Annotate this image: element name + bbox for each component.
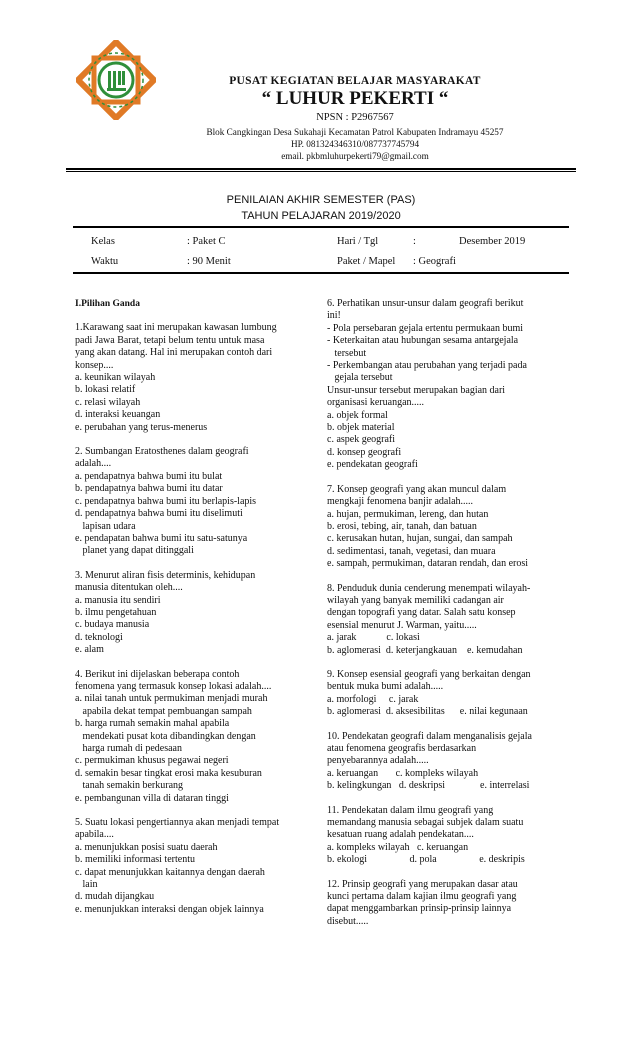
- question-item: [75, 817, 325, 916]
- exam-year: TAHUN PELAJARAN 2019/2020: [241, 210, 401, 222]
- question-text: 5. Suatu lokasi pengertiannya akan menjadi tempat: [75, 817, 280, 829]
- question-line: b. harga rumah semakin mahal apabila: [75, 718, 230, 730]
- question-line: gejala tersebut: [327, 372, 393, 384]
- question-line: c. dapat menunjukkan kaitannya dengan daerah: [75, 866, 265, 878]
- header-divider-thin: [66, 171, 576, 172]
- question-text: 12. Prinsip geografi yang merupakan dasar atau: [327, 878, 518, 890]
- header-divider: [66, 168, 576, 170]
- question-text: 8. Penduduk dunia cenderung menempati wilayah-: [327, 582, 531, 594]
- kelas-value: : Paket C: [187, 236, 226, 247]
- question-line: adalah....: [75, 458, 112, 470]
- question-line: a. keruangan c. kompleks wilayah: [327, 767, 479, 779]
- question-item: [75, 669, 325, 805]
- npsn: NPSN : P2967567: [316, 112, 394, 123]
- question-line: bentuk muka bumi adalah.....: [327, 681, 444, 693]
- question-item: [75, 446, 325, 558]
- question-line: b. aglomerasi d. keterjangkauan e. kemudahan: [327, 644, 523, 656]
- question-item: [327, 583, 572, 657]
- question-item: [327, 298, 572, 472]
- question-text: 9. Konsep esensial geografi yang berkaitan dengan: [327, 668, 531, 680]
- question-line: organisasi keruangan.....: [327, 397, 425, 409]
- section-heading: I.Pilihan Ganda: [75, 299, 140, 309]
- question-line: planet yang dapat ditinggali: [75, 545, 194, 557]
- question-line: c. kerusakan hutan, hujan, sungai, dan sampah: [327, 533, 513, 545]
- question-line: e. perubahan yang terus-menerus: [75, 421, 208, 433]
- question-line: tersebut: [327, 347, 367, 359]
- question-line: e. alam: [75, 644, 104, 656]
- question-line: a. morfologi c. jarak: [327, 693, 419, 705]
- question-line: - Perkembangan atau perubahan yang terjadi pada: [327, 360, 527, 372]
- question-item: [327, 731, 572, 793]
- question-text: 7. Konsep geografi yang akan muncul dalam: [327, 483, 507, 495]
- waktu-value: : 90 Menit: [187, 256, 231, 267]
- question-line: padi Jawa Barat, tetapi belum tentu untuk masa: [75, 334, 265, 346]
- question-item: [327, 669, 572, 719]
- address: Blok Cangkingan Desa Sukahaji Kecamatan Patrol Kabupaten Indramayu 45257: [206, 127, 504, 137]
- hari-value: Desember 2019: [459, 236, 526, 247]
- question-line: kesatuan ruang adalah pendekatan....: [327, 829, 474, 841]
- question-line: disebut.....: [327, 915, 369, 927]
- question-line: lapisan udara: [75, 520, 136, 532]
- question-line: a. menunjukkan posisi suatu daerah: [75, 841, 218, 853]
- question-line: b. objek material: [327, 422, 395, 434]
- question-line: kunci pertama dalam kajian ilmu geografi yang: [327, 891, 517, 903]
- waktu-label: Waktu: [91, 256, 119, 267]
- question-line: dapat menggambarkan prinsip-prinsip lainnya: [327, 903, 512, 915]
- question-line: atau fenomena geografis berdasarkan: [327, 743, 477, 754]
- question-line: d. teknologi: [75, 631, 123, 643]
- question-text: 2. Sumbangan Eratosthenes dalam geografi: [75, 446, 249, 458]
- question-item: [327, 879, 572, 929]
- question-line: yang akan datang. Hal ini merupakan contoh dari: [75, 347, 273, 359]
- question-line: manusia ditentukan oleh....: [75, 582, 183, 594]
- question-line: b. memiliki informasi tertentu: [75, 854, 195, 866]
- question-text: 10. Pendekatan geografi dalam menganalisis gejala: [327, 730, 532, 742]
- question-line: e. pendekatan geografi: [327, 459, 418, 471]
- question-line: b. aglomerasi d. aksesibilitas e. nilai kegunaan: [327, 706, 528, 718]
- org-name: PUSAT KEGIATAN BELAJAR MASYARAKAT: [229, 75, 481, 87]
- phone: HP. 081324346310/087737745794: [290, 139, 420, 149]
- question-line: - Keterkaitan atau hubungan sesama antargejala: [327, 335, 519, 347]
- question-line: e. sampah, permukiman, dataran rendah, dan erosi: [327, 558, 529, 570]
- question-line: apabila dekat tempat pembuangan sampah: [75, 705, 252, 717]
- question-item: [75, 322, 325, 434]
- question-line: mengkaji fenomena banjir adalah.....: [327, 496, 474, 508]
- paket-label: Paket / Mapel: [337, 256, 396, 267]
- question-line: wilayah yang banyak memiliki cadangan air: [327, 594, 504, 606]
- question-line: b. ilmu pengetahuan: [75, 606, 157, 618]
- question-line: b. erosi, tebing, air, tanah, dan batuan: [327, 520, 477, 532]
- question-line: e. menunjukkan interaksi dengan objek lainnya: [75, 903, 264, 915]
- hari-separator: :: [413, 236, 416, 247]
- exam-info-box: [73, 226, 569, 274]
- question-line: c. permukiman khusus pegawai negeri: [75, 755, 229, 767]
- question-line: - Pola persebaran gejala ertentu permukaan bumi: [327, 322, 524, 334]
- questions-right-column: [327, 298, 572, 940]
- question-line: a. manusia itu sendiri: [75, 594, 161, 606]
- question-line: a. keunikan wilayah: [75, 372, 156, 384]
- question-line: memandang manusia sebagai subjek dalam suatu: [327, 817, 524, 829]
- question-item: [327, 484, 572, 571]
- question-line: apabila....: [75, 829, 114, 841]
- question-line: c. aspek geografi: [327, 434, 396, 446]
- question-text: 11. Pendekatan dalam ilmu geografi yang: [327, 804, 494, 816]
- kelas-label: Kelas: [91, 236, 115, 247]
- question-line: d. interaksi keuangan: [75, 409, 161, 421]
- question-text: 1.Karawang saat ini merupakan kawasan lumbung: [75, 322, 277, 334]
- question-line: lain: [75, 879, 98, 891]
- question-line: c. budaya manusia: [75, 619, 150, 631]
- question-line: d. semakin besar tingkat erosi maka kesuburan: [75, 767, 262, 779]
- question-line: b. ekologi d. pola e. deskripis: [327, 854, 525, 866]
- question-line: esensial menurut J. Warman, yaitu.....: [327, 619, 477, 631]
- paket-value: : Geografi: [413, 256, 456, 267]
- question-line: a. nilai tanah untuk permukiman menjadi murah: [75, 693, 268, 705]
- question-line: a. pendapatnya bahwa bumi itu bulat: [75, 470, 223, 482]
- questions-left-column: [75, 298, 325, 928]
- exam-title: PENILAIAN AKHIR SEMESTER (PAS): [226, 194, 416, 206]
- question-line: a. kompleks wilayah c. keruangan: [327, 841, 469, 853]
- pkbm-logo: [76, 40, 156, 120]
- question-line: konsep....: [75, 359, 114, 371]
- question-line: e. pendapatan bahwa bumi itu satu-satunya: [75, 532, 248, 544]
- question-line: b. pendapatnya bahwa bumi itu datar: [75, 483, 223, 495]
- question-text: 4. Berikut ini dijelaskan beberapa contoh: [75, 668, 240, 680]
- question-line: mendekati pusat kota dibandingkan dengan: [75, 730, 256, 742]
- question-line: b. lokasi relatif: [75, 384, 136, 396]
- question-line: a. jarak c. lokasi: [327, 632, 420, 644]
- email: email. pkbmluhurpekerti79@gmail.com: [281, 151, 429, 161]
- question-line: fenomena yang termasuk konsep lokasi adalah....: [75, 680, 272, 692]
- question-line: dengan topografi yang datar. Salah satu konsep: [327, 607, 516, 619]
- hari-label: Hari / Tgl: [337, 236, 379, 247]
- question-line: harga rumah di pedesaan: [75, 743, 182, 754]
- question-line: e. pembangunan villa di dataran tinggi: [75, 792, 229, 804]
- question-line: penyebarannya adalah.....: [327, 755, 429, 767]
- question-line: d. pendapatnya bahwa bumi itu diselimuti: [75, 508, 243, 520]
- question-text: 3. Menurut aliran fisis determinis, kehidupan: [75, 569, 256, 581]
- question-line: d. sedimentasi, tanah, vegetasi, dan muara: [327, 545, 496, 557]
- question-line: ini!: [327, 310, 341, 322]
- question-line: d. mudah dijangkau: [75, 891, 155, 903]
- question-line: d. konsep geografi: [327, 446, 402, 458]
- question-line: tanah semakin berkurang: [75, 780, 184, 792]
- institution-name: “ LUHUR PEKERTI “: [261, 88, 449, 109]
- question-item: [327, 805, 572, 867]
- question-item: [75, 570, 325, 657]
- question-line: Unsur-unsur tersebut merupakan bagian dari: [327, 384, 506, 396]
- question-line: b. kelingkungan d. deskripsi e. interrelasi: [327, 780, 530, 792]
- question-text: 6. Perhatikan unsur-unsur dalam geografi berikut: [327, 298, 524, 309]
- question-line: c. relasi wilayah: [75, 396, 141, 408]
- question-line: c. pendapatnya bahwa bumi itu berlapis-lapis: [75, 495, 257, 507]
- question-line: a. hujan, permukiman, lereng, dan hutan: [327, 508, 489, 520]
- question-line: a. objek formal: [327, 409, 388, 421]
